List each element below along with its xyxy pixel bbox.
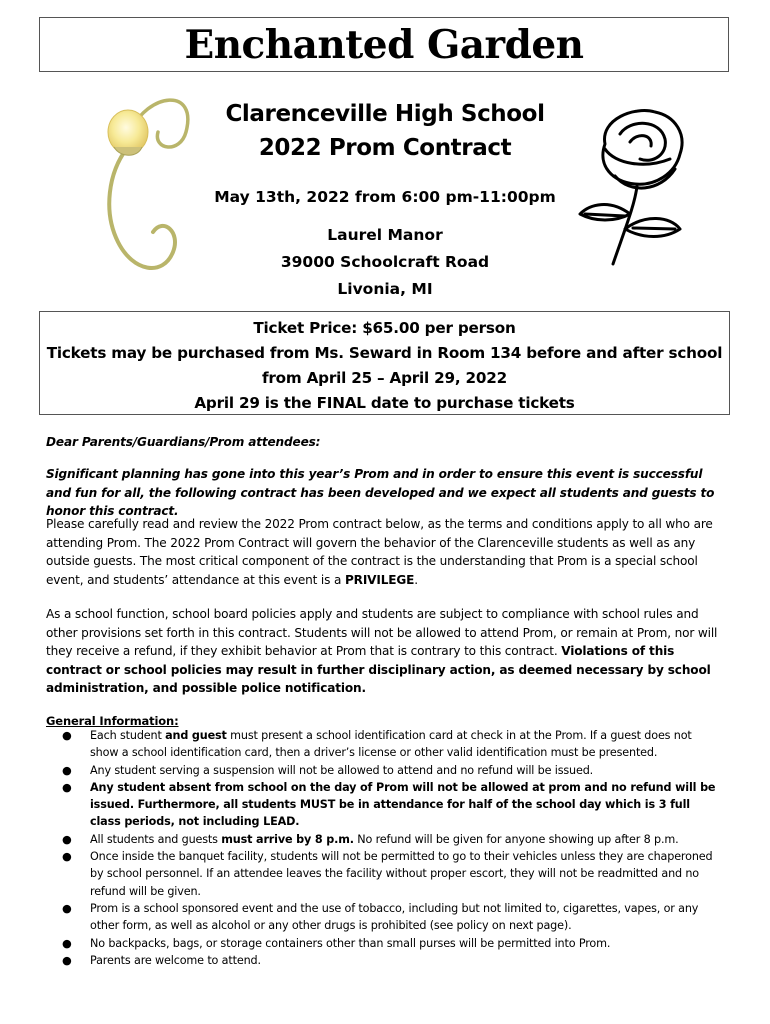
paragraph-text: As a school function, school board policies apply and students are subject to compliance with school rules and other provisions set forth in this contract. Students will not be allowed to attend Prom, or remain at Prom, nor will they receive a refund, if they exhibit behavior at Prom that is contrary to this contract.	[46, 607, 718, 658]
ticket-purchase-info: Tickets may be purchased from Ms. Seward in Room 134 before and after school	[46, 344, 723, 362]
greeting: Dear Parents/Guardians/Prom attendees:	[46, 435, 321, 449]
bullet-icon: ●	[62, 850, 72, 864]
bullet-icon: ●	[62, 780, 72, 794]
list-item: ● No backpacks, bags, or storage containers other than small purses will be permitted into Prom.	[62, 935, 722, 952]
venue-street: 39000 Schoolcraft Road	[280, 253, 490, 271]
general-information-list	[62, 727, 722, 969]
school-heading	[190, 97, 580, 165]
list-item: ● Prom is a school sponsored event and the use of tobacco, including but not limited to, cigarettes, vapes, or any other form, as well as alcohol or any other drugs is prohibited (see policy on next page).	[62, 901, 699, 933]
list-item: ● Each student and guest must present a school identification card at check in at the Prom. If a guest does not show a school identification card, then a driver’s license or other valid identification must be presented.	[62, 729, 692, 760]
bullet-icon: ●	[62, 953, 72, 967]
contract-overview-paragraph	[46, 515, 726, 589]
paragraph-end: .	[414, 572, 418, 587]
venue-address	[190, 222, 580, 303]
ticket-final-date: April 29 is the FINAL date to purchase tickets	[194, 394, 575, 412]
bullet-icon: ●	[62, 763, 72, 777]
ticket-price: Ticket Price: $65.00 per person	[253, 319, 516, 337]
bullet-icon: ●	[62, 729, 72, 742]
list-item: ● Any student absent from school on the day of Prom will not be allowed at prom and no refund will be issued. Furthermore, all students MUST be in attendance for half of the school day which is 3 full class periods, not including LEAD.	[62, 780, 716, 829]
bullet-icon: ●	[62, 832, 72, 846]
rose-illustration	[575, 104, 700, 269]
venue-city: Livonia, MI	[337, 280, 433, 298]
privilege-emphasis: PRIVILEGE	[344, 572, 415, 587]
event-date-time: May 13th, 2022 from 6:00 pm-11:00pm	[214, 188, 556, 206]
ticket-info-box	[39, 311, 730, 415]
school-policy-paragraph	[46, 605, 726, 698]
bullet-icon: ●	[62, 936, 72, 950]
list-item: ● Once inside the banquet facility, students will not be permitted to go to their vehicles unless they are chaperoned by school personnel. If an attendee leaves the facility without proper escort, they will not be readmitted and no refund will be given.	[62, 850, 713, 898]
venue-name: Laurel Manor	[327, 226, 443, 244]
violations-warning: Violations of this contract or school policies may result in further disciplinary action, as deemed necessary by school administration, and possible police notification.	[46, 644, 711, 695]
general-information-heading: General Information:	[46, 714, 179, 728]
list-item: ● Parents are welcome to attend.	[62, 952, 722, 969]
list-item: ● Any student serving a suspension will not be allowed to attend and no refund will be issued.	[62, 762, 722, 779]
ticket-purchase-dates: from April 25 – April 29, 2022	[261, 369, 508, 387]
document-title: Enchanted Garden	[184, 22, 584, 68]
contract-name: 2022 Prom Contract	[258, 135, 512, 161]
school-name: Clarenceville High School	[225, 101, 545, 127]
list-item: ● All students and guests must arrive by 8 p.m. No refund will be given for anyone showing up after 8 p.m.	[62, 831, 722, 848]
intro-paragraph: Significant planning has gone into this year’s Prom and in order to ensure this event is successful and fun for all, the following contract has been developed and we expect all students and guests to honor this contract.	[46, 467, 715, 518]
bullet-icon: ●	[62, 901, 72, 915]
paragraph-text: Please carefully read and review the 2022 Prom contract below, as the terms and conditions apply to all who are attending Prom. The 2022 Prom Contract will govern the behavior of the Clarenceville students as well as any outside guests. The most critical component of the contract is the understanding that Prom is a special school event, and students’ attendance at this event is a	[46, 517, 713, 587]
title-banner	[39, 17, 729, 72]
glowing-flower-illustration	[98, 92, 198, 292]
